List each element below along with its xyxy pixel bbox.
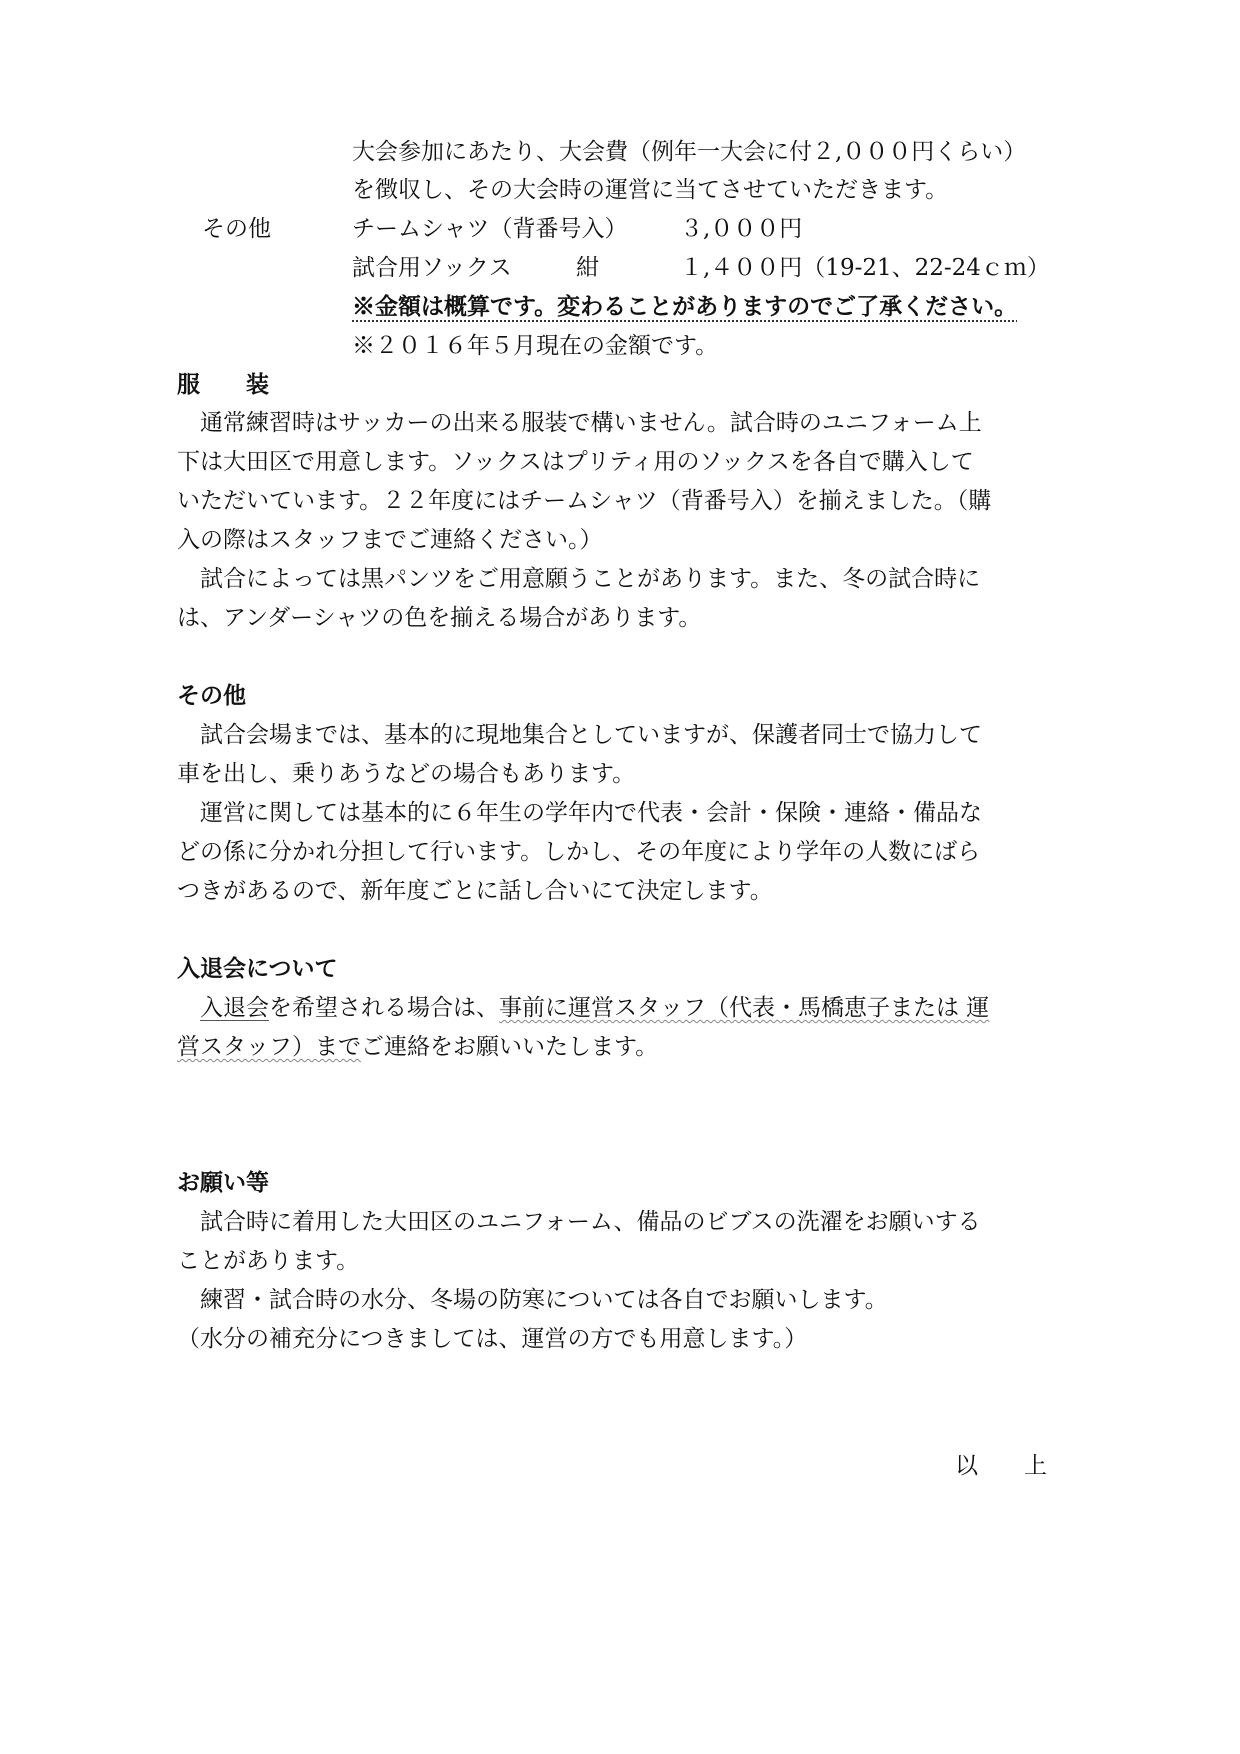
requests-line: 試合時に着用した大田区のユニフォーム、備品のビブスの洗濯をお願いする bbox=[177, 1209, 981, 1235]
clothing-line: 下は大田区で用意します。ソックスはプリティ用のソックスを各自で購入して bbox=[177, 449, 974, 475]
shirt-price: ３,０００円 bbox=[680, 216, 803, 242]
requests-line: （水分の補充分につきましては、運営の方でも用意します。） bbox=[177, 1326, 808, 1352]
other-line: 試合会場までは、基本的に現地集合としていますが、保護者同士で協力して bbox=[177, 722, 982, 748]
other-line: つきがあるので、新年度ごとに話し合いにて決定します。 bbox=[177, 878, 773, 904]
membership-heading: 入退会について bbox=[177, 955, 338, 982]
socks-item: 試合用ソックス bbox=[352, 255, 512, 281]
clothing-line: 試合によっては黒パンツをご用意願うことがあります。また、冬の試合時に bbox=[177, 566, 981, 592]
fees-other-label: その他 bbox=[202, 216, 271, 242]
requests-line: ことがあります。 bbox=[177, 1248, 360, 1274]
other-line: 車を出し、乗りあうなどの場合もあります。 bbox=[177, 761, 636, 787]
clothing-line: 通常練習時はサッカーの出来る服装で構いません。試合時のユニフォーム上 bbox=[177, 410, 982, 436]
membership-line-1 bbox=[177, 993, 989, 1023]
membership-text: ご連絡をお願いいたします。 bbox=[361, 1034, 659, 1060]
requests-heading: お願い等 bbox=[177, 1169, 269, 1196]
other-heading: その他 bbox=[177, 682, 246, 709]
other-line: 運営に関しては基本的に６年生の学年内で代表・会計・保険・連絡・備品な bbox=[177, 800, 982, 826]
socks-color: 紺 bbox=[576, 255, 599, 281]
membership-contact-staff: 事前に運営スタッフ（代表・馬橋恵子または 運 bbox=[499, 995, 990, 1021]
closing-text: 以 上 bbox=[955, 1453, 1047, 1479]
requests-line: 練習・試合時の水分、冬場の防寒については各自でお願いします。 bbox=[177, 1287, 888, 1313]
fees-line-1: 大会参加にあたり、大会費（例年一大会に付２,０００円くらい） bbox=[352, 139, 1027, 165]
note-estimate: ※金額は概算です。変わることがありますのでご了承ください。 bbox=[352, 293, 1018, 320]
membership-text: を希望される場合は、 bbox=[269, 995, 499, 1021]
clothing-line: は、アンダーシャツの色を揃える場合があります。 bbox=[177, 605, 702, 631]
other-line: どの係に分かれ分担して行います。しかし、その年度により学年の人数にばら bbox=[177, 839, 981, 865]
clothing-heading: 服 装 bbox=[177, 371, 269, 398]
shirt-item: チームシャツ（背番号入） bbox=[352, 216, 628, 242]
note-date: ※２０１６年５月現在の金額です。 bbox=[352, 333, 719, 359]
fees-line-2: を徴収し、その大会時の運営に当てさせていただきます。 bbox=[352, 177, 949, 203]
membership-contact-staff-cont: 営スタッフ）まで bbox=[177, 1034, 361, 1060]
membership-join-leave: 入退会 bbox=[200, 995, 269, 1021]
membership-line-2 bbox=[177, 1032, 658, 1062]
clothing-line: いただいています。２２年度にはチームシャツ（背番号入）を揃えました。（購 bbox=[177, 488, 992, 514]
socks-price: １,４００円（19-21、22-24ｃｍ） bbox=[680, 255, 1050, 281]
clothing-line: 入の際はスタッフまでご連絡ください。） bbox=[177, 527, 603, 553]
